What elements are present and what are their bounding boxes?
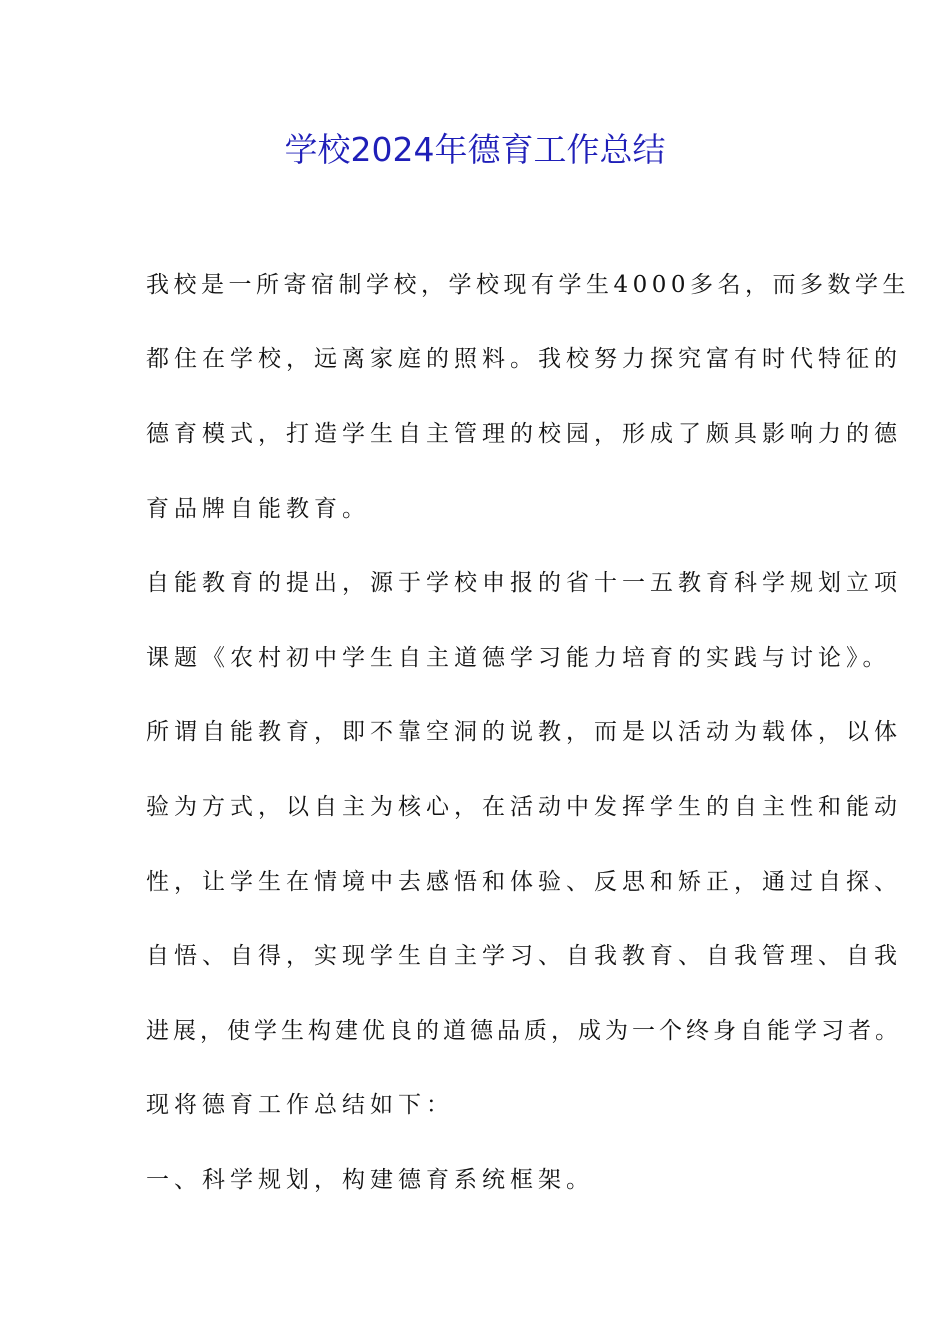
body-line: 课题《农村初中学生自主道德学习能力培育的实践与讨论》。 [146,645,891,671]
body-line: 验为方式，以自主为核心，在活动中发挥学生的自主性和能动 [146,794,902,820]
body-line: 我校是一所寄宿制学校，学校现有学生4000多名，而多数学生 [146,272,911,298]
body-line: 都住在学校，远离家庭的照料。我校努力探究富有时代特征的 [146,346,902,372]
body-line: 进展，使学生构建优良的道德品质，成为一个终身自能学习者。 [146,1018,902,1044]
body-line: 现将德育工作总结如下： [146,1092,454,1118]
body-line: 自能教育的提出，源于学校申报的省十一五教育科学规划立项 [146,570,902,596]
body-line: 性，让学生在情境中去感悟和体验、反思和矫正，通过自探、 [146,869,902,895]
body-line: 自悟、自得，实现学生自主学习、自我教育、自我管理、自我 [146,943,902,969]
section-heading: 一、科学规划，构建德育系统框架。 [146,1167,594,1193]
document-title: 学校2024年德育工作总结 [284,130,666,169]
body-line: 所谓自能教育，即不靠空洞的说教，而是以活动为载体，以体 [146,719,902,745]
body-line: 德育模式，打造学生自主管理的校园，形成了颇具影响力的德 [146,421,902,447]
body-line: 育品牌自能教育。 [146,496,370,522]
